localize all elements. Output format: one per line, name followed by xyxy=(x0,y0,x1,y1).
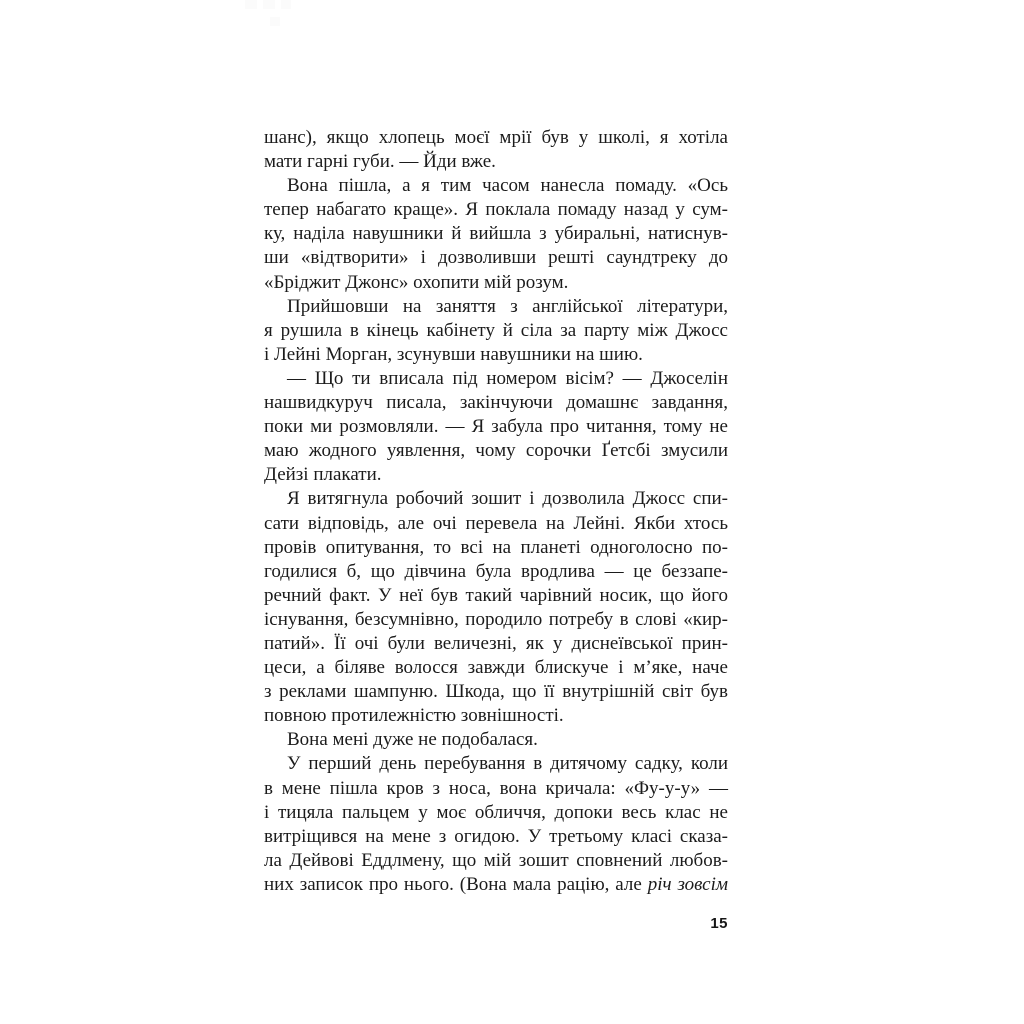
paragraph xyxy=(264,752,728,897)
scan-artifact xyxy=(263,0,275,9)
paragraph xyxy=(264,174,728,294)
text-line: існування, безсумнівно, породило потребу в слові «кир- xyxy=(264,608,728,630)
text-line: нашвидкуруч писала, закінчуючи домашнє завдання, xyxy=(264,392,728,414)
text-line xyxy=(264,873,728,897)
text-line: годилися б, що дівчина була вродлива — це беззапе- xyxy=(264,560,728,582)
scan-artifact xyxy=(270,17,280,26)
text-line: маю жодного уявлення, чому сорочки Ґетсбі змусили xyxy=(264,440,728,462)
text-line: поки ми розмовляли. — Я забула про читання, тому не xyxy=(264,416,728,438)
text-line: — Що ти вписала під номером вісім? — Джоселін xyxy=(287,367,728,389)
text-line: ла Дейвові Еддлмену, що мій зошит сповнений любов- xyxy=(264,849,728,871)
text-line: з реклами шампуню. Шкода, що її внутрішній світ був xyxy=(264,681,728,703)
text-line: патий». Її очі були величезні, як у диснеївської прин- xyxy=(264,632,728,654)
text-line: Прийшовши на заняття з англійської літератури, xyxy=(287,295,728,317)
text-line: цеси, а біляве волосся завжди блискуче і м’яке, наче xyxy=(264,657,728,679)
paragraph xyxy=(264,126,728,174)
text-line: тепер набагато краще». Я поклала помаду назад у сум- xyxy=(264,199,728,221)
text-line: ши «відтворити» і дозволивши решті саундтреку до xyxy=(264,247,728,269)
text-line: Я витягнула робочий зошит і дозволила Джосс спи- xyxy=(287,488,728,510)
scan-artifact xyxy=(281,0,291,9)
text-line: шанс), якщо хлопець моєї мрії був у школі, я хотіла xyxy=(264,127,728,148)
paragraph xyxy=(264,367,728,487)
text-line: речний факт. У неї був такий чарівний носик, що його xyxy=(264,584,728,606)
text-line: Дейзі плакати. xyxy=(264,464,382,486)
text-line: Вона мені дуже не подобалася. xyxy=(287,729,538,751)
text-line: витріщився на мене з огидою. У третьому класі сказа- xyxy=(264,825,728,847)
text-line: і тицяла пальцем у моє обличчя, допоки весь клас не xyxy=(264,801,728,823)
text-line: мати гарні губи. — Йди вже. xyxy=(264,151,496,173)
text-line: і Лейні Морган, зсунувши навушники на шию. xyxy=(264,343,643,365)
text-line: провів опитування, то всі на планеті одноголосно по- xyxy=(264,536,728,558)
text-line: сати відповідь, але очі перевела на Лейні. Якби хтось xyxy=(264,512,728,534)
text-line: ку, наділа навушники й вийшла з убиральні, натиснув- xyxy=(264,223,728,245)
text-line: «Бріджит Джонс» охопити мій розум. xyxy=(264,271,569,293)
paragraph xyxy=(264,487,728,728)
text-line: У перший день перебування в дитячому садку, коли xyxy=(287,753,728,775)
italic-text-run: річ зовсім xyxy=(647,873,729,895)
paragraph xyxy=(264,295,728,367)
text-line: Вона пішла, а я тим часом нанесла помаду. «Ось xyxy=(287,175,728,197)
page-number: 15 xyxy=(710,915,728,932)
text-line: я рушила в кінець кабінету й сіла за парту між Джосс xyxy=(264,319,728,341)
paragraph xyxy=(264,728,728,752)
text-line: повною протилежністю зовнішності. xyxy=(264,705,564,727)
body-text xyxy=(264,126,728,897)
scan-artifact xyxy=(245,0,257,9)
text-line: в мене пішла кров з носа, вона кричала: «Фу-у-у» — xyxy=(264,777,728,799)
text-run: них записок про нього. (Вона мала рацію, але xyxy=(264,873,648,895)
